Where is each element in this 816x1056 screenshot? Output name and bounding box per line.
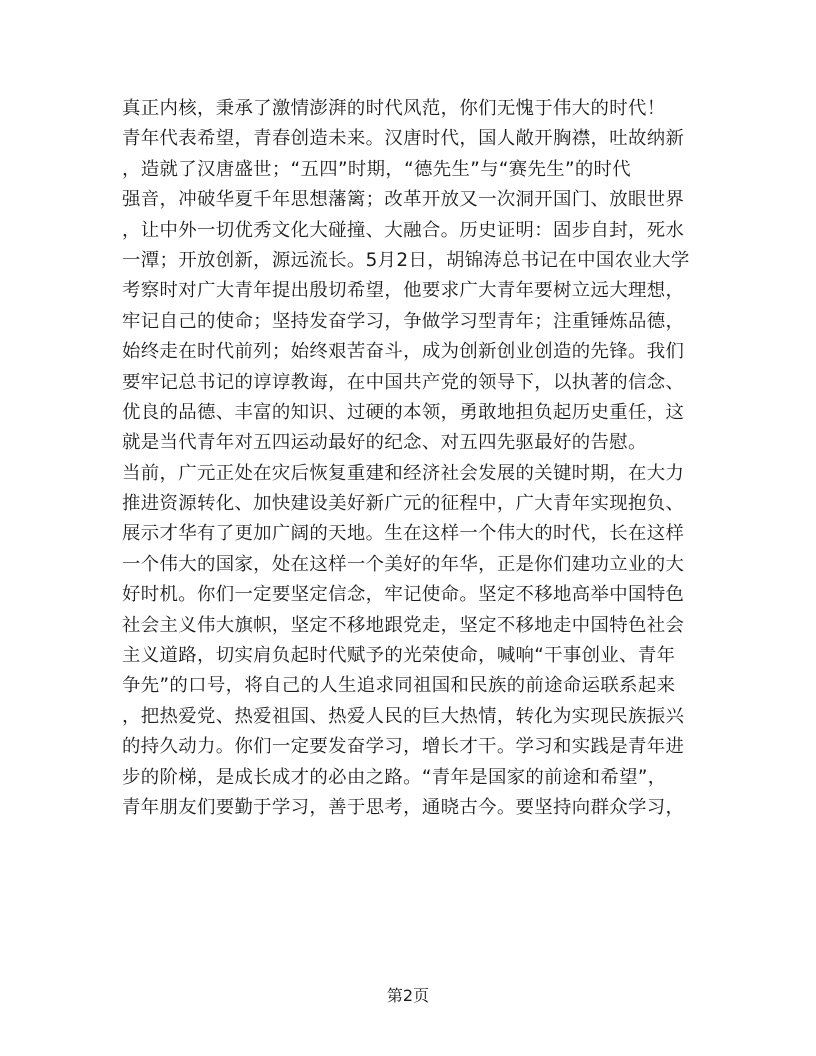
text-line: 的持久动力。你们一定要发奋学习，增长才干。学习和实践是青年进 [122, 736, 685, 758]
text-line: 步的阶梯，是成长成才的必由之路。“青年是国家的前途和希望”， [122, 766, 667, 788]
text-line: ，让中外一切优秀文化大碰撞、大融合。历史证明：固步自封，死水 [122, 219, 685, 241]
page-number: 第2页 [386, 986, 430, 1005]
text-line: 青年代表希望，青春创造未来。汉唐时代，国人敞开胸襟，吐故纳新 [122, 128, 685, 150]
text-line: 一潭；开放创新，源远流长。5月2日，胡锦涛总书记在中国农业大学 [122, 249, 690, 271]
text-line: 争先”的口号，将自己的人生追求同祖国和民族的前途命运联系起来 [122, 675, 676, 697]
text-line: 好时机。你们一定要坚定信念，牢记使命。坚定不移地高举中国特色 [122, 584, 685, 606]
text-line: 青年朋友们要勤于学习，善于思考，通晓古今。要坚持向群众学习， [122, 796, 685, 818]
text-line: 就是当代青年对五四运动最好的纪念、对五四先驱最好的告慰。 [122, 432, 647, 454]
text-line: 推进资源转化、加快建设美好新广元的征程中，广大青年实现抱负、 [122, 493, 685, 515]
text-line: ，把热爱党、热爱祖国、热爱人民的巨大热情，转化为实现民族振兴 [122, 705, 685, 727]
text-line: ，造就了汉唐盛世；“五四”时期，“德先生”与“赛先生”的时代 [122, 158, 632, 180]
text-line: 要牢记总书记的谆谆教诲，在中国共产党的领导下，以执著的信念、 [122, 371, 685, 393]
body-text [122, 94, 692, 823]
text-line: 一个伟大的国家，处在这样一个美好的年华，正是你们建功立业的大 [122, 553, 685, 575]
text-line: 强音，冲破华夏千年思想藩篱；改革开放又一次洞开国门、放眼世界 [122, 189, 685, 211]
text-line: 考察时对广大青年提出殷切希望，他要求广大青年要树立远大理想， [122, 280, 685, 302]
text-line: 真正内核，秉承了激情澎湃的时代风范，你们无愧于伟大的时代！ [122, 98, 666, 119]
text-line: 当前，广元正处在灾后恢复重建和经济社会发展的关键时期，在大力 [122, 462, 685, 484]
text-line: 优良的品德、丰富的知识、过硬的本领，勇敢地担负起历史重任，这 [122, 401, 685, 423]
text-line: 牢记自己的使命；坚持发奋学习，争做学习型青年；注重锤炼品德， [122, 310, 685, 332]
text-line: 主义道路，切实肩负起时代赋予的光荣使命，喊响“干事创业、青年 [122, 645, 676, 667]
text-line: 社会主义伟大旗帜，坚定不移地跟党走，坚定不移地走中国特色社会 [122, 614, 685, 636]
text-line: 始终走在时代前列；始终艰苦奋斗，成为创新创业创造的先锋。我们 [122, 341, 685, 363]
text-line: 展示才华有了更加广阔的天地。生在这样一个伟大的时代，长在这样 [122, 523, 685, 545]
